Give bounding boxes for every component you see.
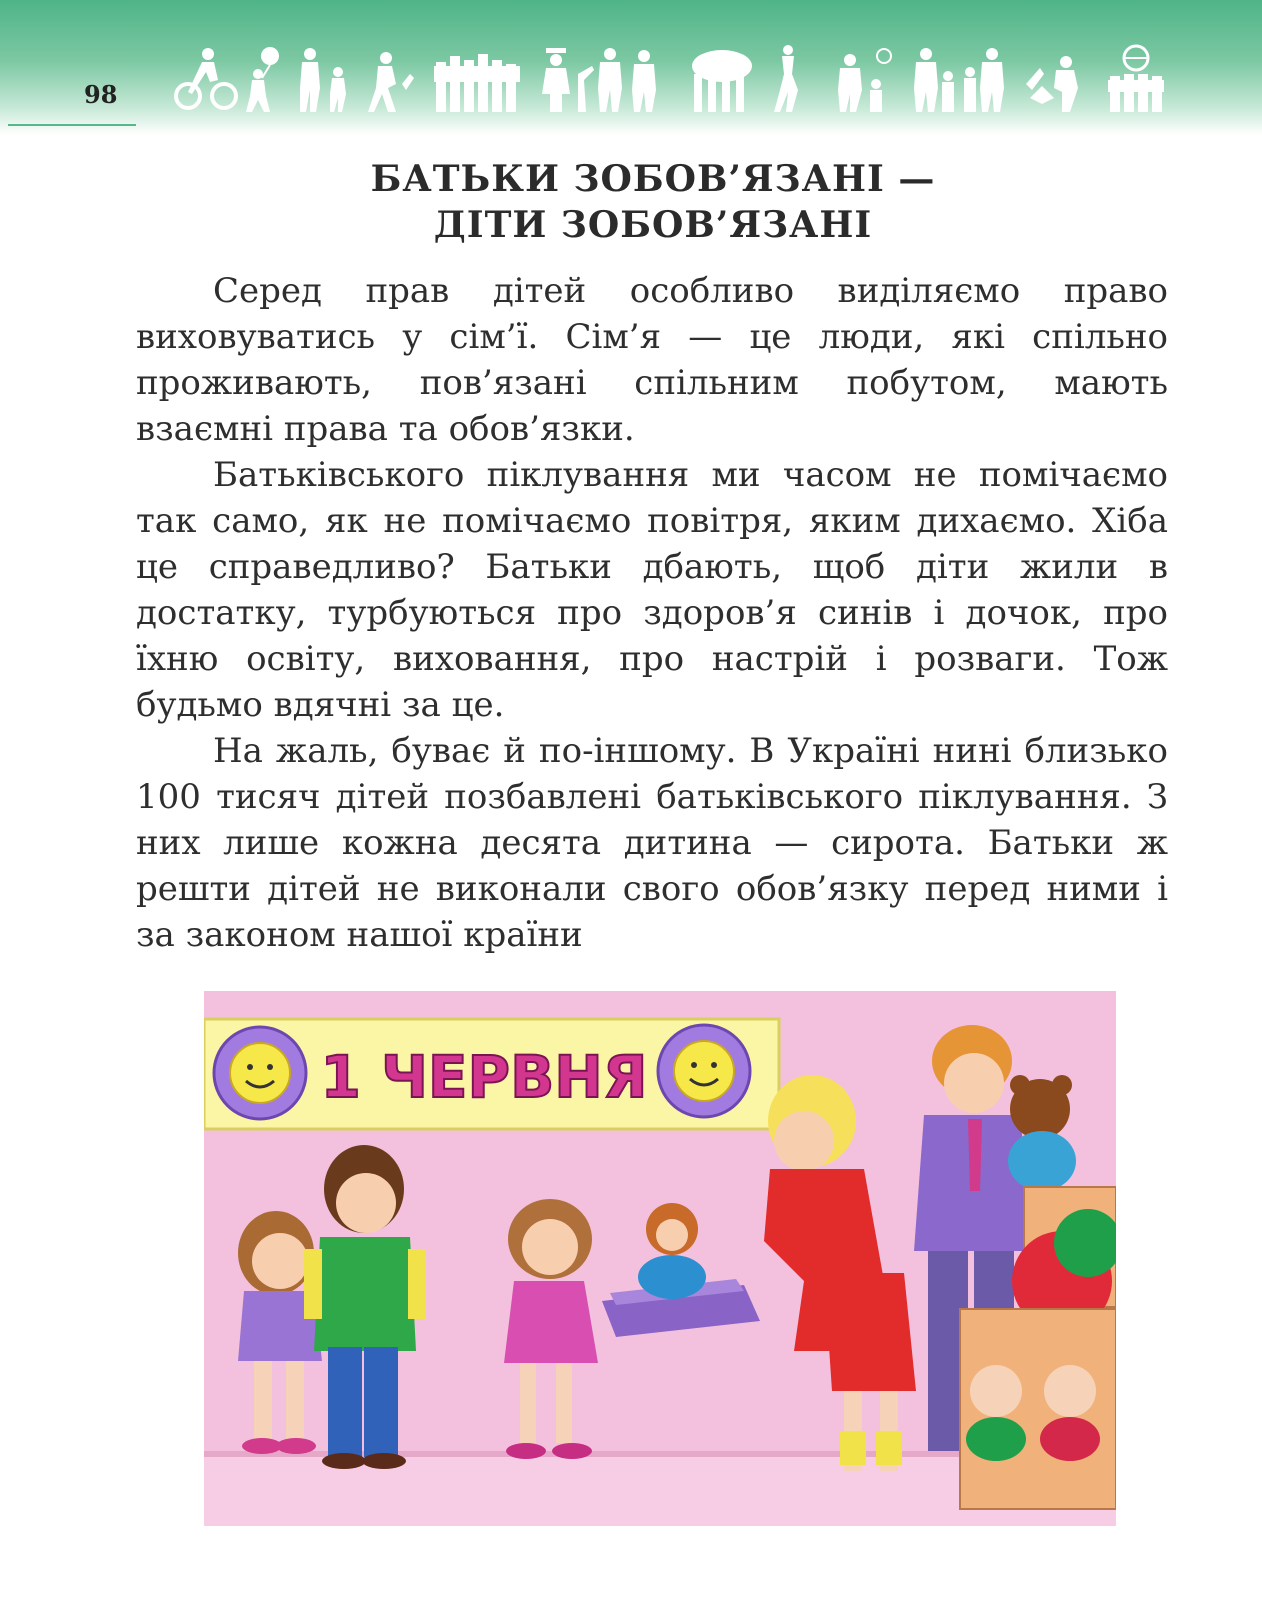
sun-flower-icon <box>658 1025 750 1117</box>
paragraph-3: На жаль, буває й по-іншому. В Україні нині близько 100 тисяч дітей позбавлені батьківського піклування. З них лише кожна десята дитина — сирота. Батьки ж решти дітей не виконали свого обов’язку перед ними і за законом нашої країни <box>136 731 1168 955</box>
header-people-icons <box>174 44 1174 114</box>
child-balloon-icon <box>246 47 279 112</box>
planting-icon <box>1026 56 1078 112</box>
adult-child-icon <box>300 48 346 112</box>
sun-flower-icon <box>214 1027 306 1119</box>
graduate-icon <box>542 48 570 112</box>
children-day-illustration <box>204 991 1116 1526</box>
title-line-1: БАТЬКИ ЗОБОВ’ЯЗАНІ — <box>370 158 936 200</box>
paragraph-2: Батьківського піклування ми часом не помічаємо так само, як не помічаємо повітря, яким дихаємо. Хіба це справедливо? Батьки дбають, щоб діти жили в достатку, турбуються про здоров’я синів і дочок, про їхню освіту, виховання, про настрій і розваги. Тож будьмо вдячні за це. <box>136 455 1168 725</box>
paragraph-1: Серед прав дітей особливо виділяємо право виховуватись у сім’ї. Сім’я — це люди, які спільно проживають, пов’язані спільним побутом, мають взаємні права та обов’язки. <box>136 271 1168 449</box>
title-line-2: ДІТИ ЗОБОВ’ЯЗАНІ <box>433 204 873 246</box>
group-circle-icon <box>692 50 752 112</box>
globe-people-icon <box>1108 46 1164 112</box>
crowd-icon <box>434 54 520 112</box>
cyclist-icon <box>176 48 236 108</box>
helping-elderly-icon <box>578 48 656 112</box>
page-number-rule <box>8 124 136 126</box>
acrobat-icon <box>774 45 798 112</box>
gardener-icon <box>368 52 414 112</box>
body-text <box>136 268 1168 958</box>
banner-text: 1 ЧЕРВНЯ <box>320 1043 648 1111</box>
page-number: 98 <box>84 80 118 109</box>
family-icon <box>914 48 1004 112</box>
page-title <box>130 156 1176 248</box>
family-sun-icon <box>838 49 891 112</box>
